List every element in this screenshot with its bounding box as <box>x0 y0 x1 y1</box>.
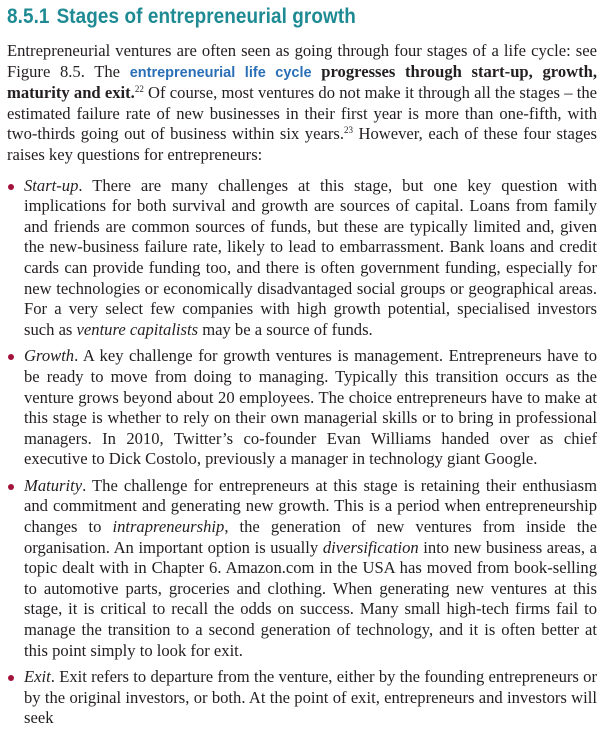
stage-item-maturity <box>7 476 597 661</box>
section-heading <box>7 2 526 30</box>
intro-text-1: Entrepreneurial ventures are often seen as going through four stages of a life cycle: see Figure 8.5. The <box>7 41 597 81</box>
bullet-icon <box>8 484 14 490</box>
stage-text: . The challenge for entrepreneurs at this stage is retaining their enthusiasm and commitment and generating new growth. This is a period when entrepreneurship changes to <box>24 475 597 537</box>
key-term[interactable]: entrepreneurial life cycle <box>129 64 312 81</box>
footnote-ref-22[interactable]: 22 <box>134 84 144 95</box>
italic-term: diversification <box>322 537 419 557</box>
stage-item-start-up <box>7 176 597 341</box>
stage-text: . There are many challenges at this stage, but one key question with implications for both survival and growth are sources of capital. Loans from family and friends are common sources of funds, but these are typically limited and, given the new-business failure rate, likely to lead to embarrassment. Bank loans and credit cards can provide funding too, and there is often government funding, especially for new technologies or economically disadvantaged social groups or geographical areas. For a very select few companies with high growth potential, specialised investors such as <box>24 175 597 339</box>
section-title: Stages of entrepreneurial growth <box>56 4 356 28</box>
footnote-ref-23[interactable]: 23 <box>343 125 353 136</box>
stage-name: Start-up <box>24 175 79 195</box>
stage-text: . A key challenge for growth ventures is management. Entrepreneurs have to be ready to move from doing to managing. Typically this transition occurs as the venture grows beyond about 20 employees. The choice entrepreneurs have to make at this stage is whether to rely on their own managerial skills or to bring in professional managers. In 2010, Twitter’s co-founder Evan Williams handed over as chief executive to Dick Costolo, previously a manager in technology giant Google. <box>24 346 597 469</box>
stage-name: Maturity <box>24 475 83 495</box>
italic-term: venture capitalists <box>76 319 199 339</box>
intro-bold-text: progresses through start-up, growth, maturity and exit. <box>7 61 598 103</box>
bullet-icon <box>8 675 14 681</box>
italic-term: intrapreneurship <box>112 517 225 537</box>
stage-text: , the generation of new ventures from inside the organisation. An important option is usually <box>24 517 597 557</box>
stage-text: may be a source of funds. <box>198 319 373 339</box>
stage-text: . Exit refers to departure from the venture, either by the founding entrepreneurs or by the original investors, or both. At the point of exit, entrepreneurs and investors will seek <box>24 667 597 728</box>
stage-item-growth <box>7 346 597 470</box>
bullet-icon <box>8 184 14 190</box>
stage-item-exit <box>7 667 597 729</box>
intro-paragraph <box>7 41 597 166</box>
textbook-page <box>7 0 597 735</box>
bullet-icon <box>8 354 14 360</box>
stage-text: into new business areas, a topic dealt with in Chapter 6. Amazon.com in the USA has moved from book-selling to automotive parts, groceries and clothing. When generating new ventures at this stage, it is critical to recall the odds on success. Many small high-tech firms fail to manage the transition to a second generation of technology, and it is often better at this point simply to look for exit. <box>24 537 598 660</box>
intro-text-3: However, each of these four stages raises key questions for entrepreneurs: <box>7 124 597 164</box>
stage-name: Growth <box>24 346 75 366</box>
stage-name: Exit <box>24 667 51 687</box>
stages-list <box>7 176 597 729</box>
section-number: 8.5.1 <box>7 4 50 28</box>
intro-text-2: Of course, most ventures do not make it through all the stages – the estimated failure rate of new businesses in their first year is more than one-fifth, with two-thirds going out of business within six years. <box>7 83 597 144</box>
